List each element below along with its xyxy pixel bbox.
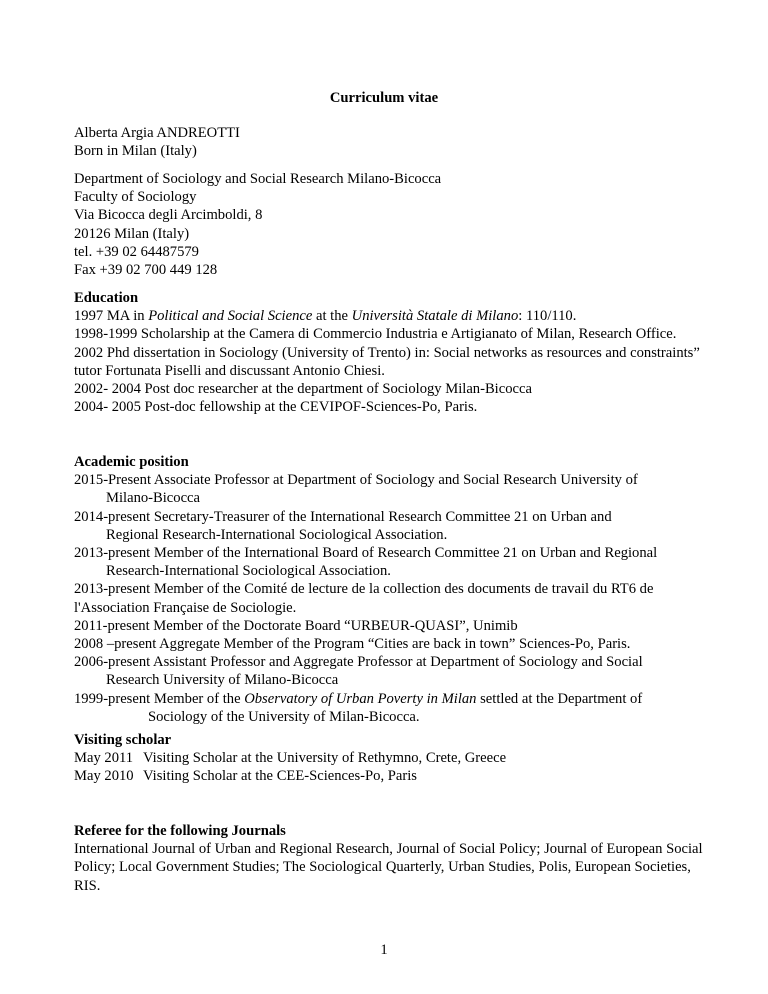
address-block <box>74 170 714 279</box>
academic-item-cont: Research University of Milano-Bicocca <box>106 672 339 689</box>
education-item: 1998-1999 Scholarship at the Camera di Commercio Industria e Artigianato of Milan, Research Office. <box>74 326 677 343</box>
visiting-item: May 2010 Visiting Scholar at the CEE-Sciences-Po, Paris <box>74 768 417 785</box>
city: 20126 Milan (Italy) <box>74 225 190 242</box>
academic-item: 2014-present Secretary-Treasurer of the International Research Committee 21 on Urban and <box>74 508 612 525</box>
visiting-item: May 2011 Visiting Scholar at the University of Rethymno, Crete, Greece <box>74 750 507 767</box>
person-name: Alberta Argia ANDREOTTI <box>74 125 240 141</box>
education-section <box>74 289 714 416</box>
referee-journals: International Journal of Urban and Regional Research, Journal of Social Policy; Journal of European Social Policy; Local Government Studies; The Sociological Quarterly, Urban Studies, Polis, European Societies, RIS. <box>74 841 703 894</box>
referee-section <box>74 822 714 895</box>
academic-item: 2015-Present Associate Professor at Department of Sociology and Social Research University of <box>74 472 638 489</box>
academic-item-cont: l'Association Française de Sociologie. <box>74 599 297 616</box>
education-item: 1997 MA in Political and Social Science at the Università Statale di Milano: 110/110. <box>74 308 577 325</box>
birthplace: Born in Milan (Italy) <box>74 143 197 160</box>
education-item: 2004- 2005 Post-doc fellowship at the CEVIPOF-Sciences-Po, Paris. <box>74 399 478 416</box>
visiting-heading: Visiting scholar <box>74 732 172 748</box>
academic-item: 2011-present Member of the Doctorate Board “URBEUR-QUASI”, Unimib <box>74 617 518 634</box>
academic-item-cont: Sociology of the University of Milan-Bicocca. <box>148 708 420 725</box>
education-item: 2002 Phd dissertation in Sociology (University of Trento) in: Social networks as resources and constraints” tutor Fortunata Piselli and discussant Antonio Chiesi. <box>74 344 700 379</box>
academic-section <box>74 453 714 726</box>
academic-item-cont: Research-International Sociological Association. <box>106 563 391 580</box>
academic-item: 1999-present Member of the Observatory of Urban Poverty in Milan settled at the Department of <box>74 690 643 707</box>
referee-heading: Referee for the following Journals <box>74 823 286 839</box>
academic-item: 2013-present Member of the Comité de lecture de la collection des documents de travail du RT6 de <box>74 581 654 598</box>
street: Via Bicocca degli Arcimboldi, 8 <box>74 207 263 224</box>
faculty: Faculty of Sociology <box>74 189 197 206</box>
fax: Fax +39 02 700 449 128 <box>74 262 218 279</box>
academic-item-cont: Milano-Bicocca <box>106 490 201 507</box>
academic-item-cont: Regional Research-International Sociological Association. <box>106 526 448 543</box>
department: Department of Sociology and Social Research Milano-Bicocca <box>74 171 442 187</box>
visiting-section <box>74 731 714 786</box>
document-title: Curriculum vitae <box>329 90 439 106</box>
telephone: tel. +39 02 64487579 <box>74 243 199 260</box>
academic-heading: Academic position <box>74 454 189 470</box>
page-number: 1 <box>380 942 388 958</box>
academic-item: 2008 –present Aggregate Member of the Program “Cities are back in town” Sciences-Po, Paris. <box>74 636 631 653</box>
education-item: 2002- 2004 Post doc researcher at the department of Sociology Milan-Bicocca <box>74 381 532 398</box>
personal-info <box>74 124 714 160</box>
education-heading: Education <box>74 290 139 306</box>
academic-item: 2013-present Member of the International Board of Research Committee 21 on Urban and Regional <box>74 545 658 562</box>
academic-item: 2006-present Assistant Professor and Aggregate Professor at Department of Sociology and Social <box>74 654 643 671</box>
